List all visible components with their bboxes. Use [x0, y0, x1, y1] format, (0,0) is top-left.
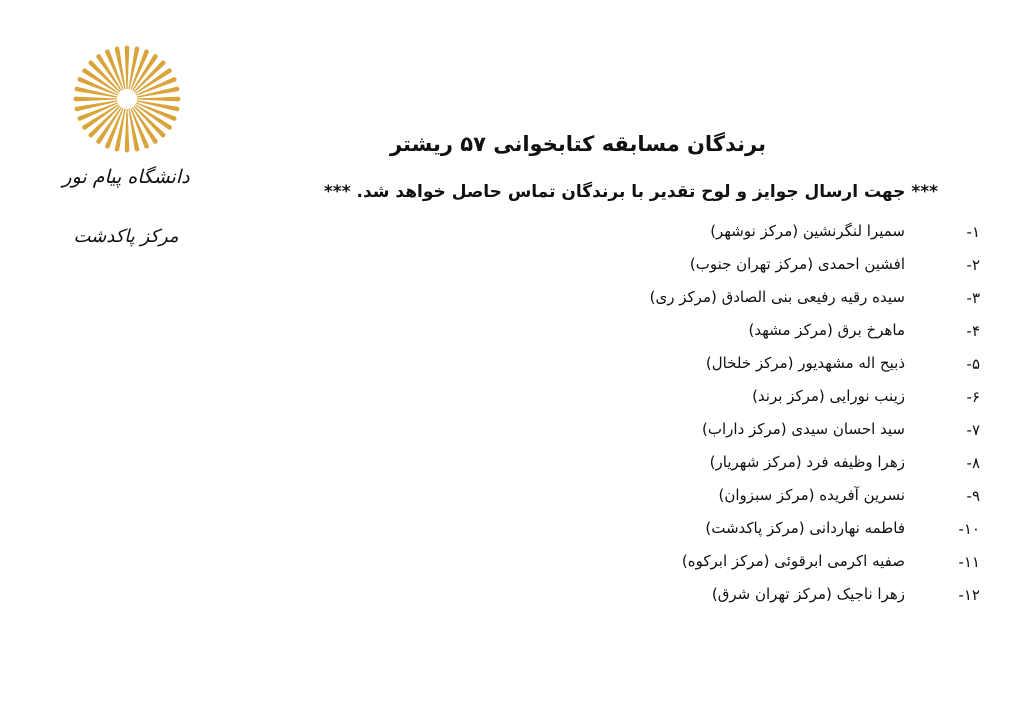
winner-number: ۶- — [966, 388, 980, 406]
winner-name: زهرا وظیفه فرد (مرکز شهریار) — [709, 453, 905, 471]
winner-number: ۵- — [966, 355, 980, 373]
logo-ray — [74, 97, 117, 102]
center-name: مرکز پاکدشت — [73, 226, 179, 247]
list-item — [560, 318, 980, 351]
winner-name: ذبیح اله مشهدیور (مرکز خلخال) — [705, 354, 905, 372]
winner-number: ۴- — [966, 322, 980, 340]
list-item — [560, 351, 980, 384]
list-item — [560, 549, 980, 582]
winner-number: ۱- — [966, 223, 980, 241]
winner-name: فاطمه نهاردانی (مرکز پاکدشت) — [705, 519, 905, 537]
winner-number: ۳- — [966, 289, 980, 307]
winner-number: ۹- — [966, 487, 980, 505]
announcement-title: برندگان مسابقه کتابخوانی ۵۷ ریشتر — [389, 132, 766, 156]
winner-name: افشین احمدی (مرکز تهران جنوب) — [689, 255, 905, 273]
winner-name: سیده رقیه رفیعی بنی الصادق (مرکز ری) — [649, 288, 905, 306]
list-item — [560, 384, 980, 417]
list-item — [560, 516, 980, 549]
winner-name: زینب نورایی (مرکز برند) — [752, 387, 905, 405]
list-item — [560, 483, 980, 516]
winner-name: سید احسان سیدی (مرکز داراب) — [702, 420, 905, 438]
logo-ray — [125, 46, 130, 89]
logo-graphic — [72, 44, 182, 154]
winner-number: ۲- — [966, 256, 980, 274]
list-item — [560, 285, 980, 318]
list-item — [560, 450, 980, 483]
winner-name: نسرین آفریده (مرکز سبزوان) — [718, 486, 905, 504]
logo-center — [120, 92, 134, 106]
winner-name: سمیرا لنگرنشین (مرکز نوشهر) — [710, 222, 905, 240]
announcement-note: *** جهت ارسال جوایز و لوح تقدیر با برندگان تماس حاصل خواهد شد. *** — [323, 182, 938, 202]
winner-number: ۱۰- — [958, 520, 980, 538]
list-item — [560, 219, 980, 252]
list-item — [560, 582, 980, 615]
list-item — [560, 417, 980, 450]
winners-list — [560, 219, 980, 615]
pnu-sunburst-logo-icon — [72, 44, 182, 154]
winner-name: ماهرخ برق (مرکز مشهد) — [748, 321, 905, 339]
university-name: دانشگاه پیام نور — [62, 166, 190, 188]
logo-ray — [125, 109, 130, 152]
winner-number: ۷- — [966, 421, 980, 439]
list-item — [560, 252, 980, 285]
winner-name: صفیه اکرمی ابرقوئی (مرکز ابرکوه) — [681, 552, 905, 570]
winner-name: زهرا ناجیک (مرکز تهران شرق) — [711, 585, 905, 603]
winner-number: ۱۱- — [958, 553, 980, 571]
winner-number: ۸- — [966, 454, 980, 472]
logo-ray — [137, 97, 180, 102]
winner-number: ۱۲- — [958, 586, 980, 604]
